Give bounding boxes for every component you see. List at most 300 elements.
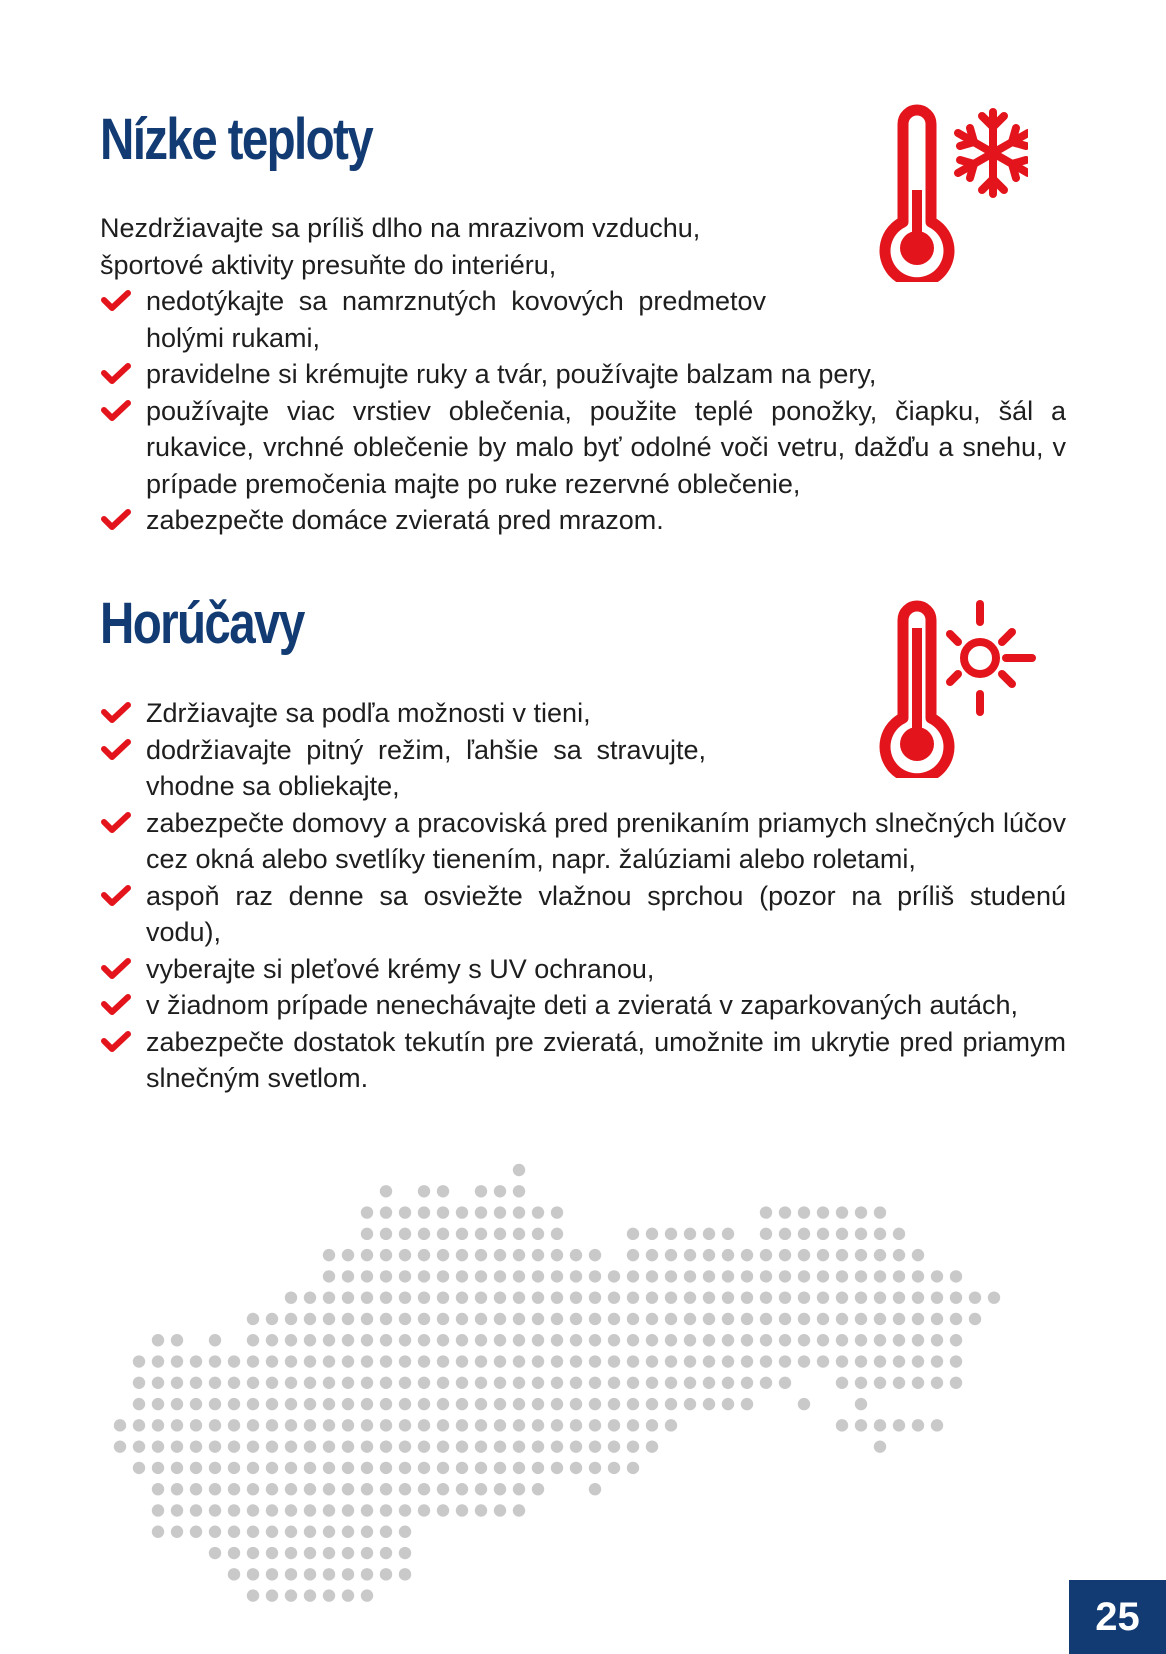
map-dot — [494, 1185, 506, 1197]
map-dot — [665, 1249, 677, 1261]
map-dot — [456, 1291, 468, 1303]
map-dot — [418, 1504, 430, 1516]
map-dot — [570, 1355, 582, 1367]
map-dot — [399, 1228, 411, 1240]
map-dot — [437, 1377, 449, 1389]
map-dot — [494, 1249, 506, 1261]
map-dot — [513, 1164, 525, 1176]
map-dot — [855, 1313, 867, 1325]
map-dot — [931, 1334, 943, 1346]
map-dot — [589, 1440, 601, 1452]
map-dot — [380, 1228, 392, 1240]
map-dot — [874, 1228, 886, 1240]
map-dot — [665, 1355, 677, 1367]
list-item-text: používajte viac vrstiev oblečenia, použite teplé ponožky, čiapku, šál a rukavice, vrchné oblečenie by malo byť odolné voči vetru, dažďu a snehu, v prípade premočenia majte po ruke rezervné oblečenie, — [146, 395, 1066, 499]
map-dot — [380, 1249, 392, 1261]
map-dot — [323, 1462, 335, 1474]
map-dot — [475, 1355, 487, 1367]
map-dot — [798, 1228, 810, 1240]
map-dot — [703, 1334, 715, 1346]
map-dot — [570, 1249, 582, 1261]
map-dot — [152, 1398, 164, 1410]
map-dot — [589, 1377, 601, 1389]
map-dot — [627, 1334, 639, 1346]
map-dot — [969, 1313, 981, 1325]
map-dot — [437, 1355, 449, 1367]
check-icon — [100, 701, 132, 725]
map-dot — [171, 1334, 183, 1346]
map-dot — [893, 1313, 905, 1325]
map-dot — [304, 1419, 316, 1431]
map-dot — [171, 1462, 183, 1474]
map-dot — [361, 1568, 373, 1580]
map-dot — [323, 1483, 335, 1495]
map-dot — [760, 1313, 772, 1325]
map-dot — [494, 1419, 506, 1431]
map-dot — [266, 1440, 278, 1452]
map-dot — [475, 1377, 487, 1389]
map-dot — [475, 1483, 487, 1495]
map-dot — [209, 1526, 221, 1538]
map-dot — [551, 1228, 563, 1240]
map-dot — [209, 1377, 221, 1389]
map-dot — [589, 1313, 601, 1325]
map-dot — [969, 1291, 981, 1303]
map-dot — [646, 1313, 658, 1325]
map-dot — [323, 1440, 335, 1452]
map-dot — [494, 1440, 506, 1452]
map-dot — [190, 1526, 202, 1538]
map-dot — [342, 1526, 354, 1538]
map-dot — [285, 1547, 297, 1559]
map-dot — [247, 1589, 259, 1601]
map-dot — [342, 1504, 354, 1516]
map-dot — [228, 1419, 240, 1431]
map-dot — [608, 1440, 620, 1452]
map-dot — [380, 1270, 392, 1282]
map-dot — [950, 1270, 962, 1282]
map-dot — [646, 1440, 658, 1452]
map-dot — [608, 1462, 620, 1474]
map-dot — [247, 1440, 259, 1452]
check-icon — [100, 957, 132, 981]
map-dot — [798, 1291, 810, 1303]
map-dot — [589, 1270, 601, 1282]
page-number: 25 — [1069, 1580, 1166, 1654]
list-item — [100, 356, 1066, 393]
map-dot — [342, 1334, 354, 1346]
map-dot — [361, 1291, 373, 1303]
map-dot — [874, 1440, 886, 1452]
map-dot — [228, 1355, 240, 1367]
map-dot — [874, 1377, 886, 1389]
map-dot — [380, 1462, 392, 1474]
map-dot — [456, 1270, 468, 1282]
map-dot — [380, 1377, 392, 1389]
map-dot — [361, 1377, 373, 1389]
map-dot — [399, 1206, 411, 1218]
map-dot — [247, 1547, 259, 1559]
map-dot — [703, 1313, 715, 1325]
map-dot — [494, 1228, 506, 1240]
map-dot — [399, 1547, 411, 1559]
map-dot — [779, 1291, 791, 1303]
map-dot — [570, 1313, 582, 1325]
map-dot — [399, 1398, 411, 1410]
map-dot — [722, 1270, 734, 1282]
map-dot — [646, 1291, 658, 1303]
map-dot — [361, 1270, 373, 1282]
section-title-cold: Nízke teploty — [100, 107, 373, 172]
map-dot — [209, 1419, 221, 1431]
map-dot — [342, 1440, 354, 1452]
map-dot — [247, 1568, 259, 1580]
map-dot — [304, 1377, 316, 1389]
map-dot — [513, 1270, 525, 1282]
map-dot — [133, 1462, 145, 1474]
map-dot — [494, 1355, 506, 1367]
map-dot — [988, 1291, 1000, 1303]
map-dot — [152, 1483, 164, 1495]
map-dot — [646, 1228, 658, 1240]
map-dot — [266, 1398, 278, 1410]
map-dot — [437, 1313, 449, 1325]
map-dot — [912, 1291, 924, 1303]
map-dot — [266, 1483, 278, 1495]
map-dot — [323, 1313, 335, 1325]
check-icon — [100, 884, 132, 908]
map-dot — [779, 1313, 791, 1325]
map-dot — [456, 1504, 468, 1516]
map-dot — [893, 1228, 905, 1240]
check-icon — [100, 362, 132, 386]
map-dot — [494, 1291, 506, 1303]
map-dot — [760, 1334, 772, 1346]
map-dot — [133, 1440, 145, 1452]
map-dot — [532, 1462, 544, 1474]
map-dot — [912, 1377, 924, 1389]
map-dot — [855, 1249, 867, 1261]
map-dot — [380, 1440, 392, 1452]
map-dot — [323, 1589, 335, 1601]
map-dot — [380, 1206, 392, 1218]
map-dot — [285, 1419, 297, 1431]
map-dot — [741, 1249, 753, 1261]
map-dot — [209, 1334, 221, 1346]
map-dot — [266, 1419, 278, 1431]
map-dot — [627, 1419, 639, 1431]
map-dot — [798, 1355, 810, 1367]
map-dot — [418, 1228, 430, 1240]
map-dot — [874, 1249, 886, 1261]
map-dot — [437, 1462, 449, 1474]
map-dot — [646, 1419, 658, 1431]
map-dot — [741, 1377, 753, 1389]
map-dot — [437, 1291, 449, 1303]
map-dot — [703, 1270, 715, 1282]
map-dot — [760, 1291, 772, 1303]
map-dot — [437, 1483, 449, 1495]
map-dot — [228, 1440, 240, 1452]
map-dot — [266, 1568, 278, 1580]
map-dot — [133, 1419, 145, 1431]
map-dot — [114, 1440, 126, 1452]
map-dot — [152, 1462, 164, 1474]
map-dot — [304, 1440, 316, 1452]
map-dot — [646, 1270, 658, 1282]
map-dot — [931, 1270, 943, 1282]
map-dot — [779, 1377, 791, 1389]
map-dot — [570, 1377, 582, 1389]
map-dot — [418, 1398, 430, 1410]
map-dot — [399, 1568, 411, 1580]
map-dot — [399, 1419, 411, 1431]
map-dot — [855, 1334, 867, 1346]
map-dot — [266, 1589, 278, 1601]
map-dot — [399, 1504, 411, 1516]
map-dot — [361, 1355, 373, 1367]
map-dot — [190, 1419, 202, 1431]
map-dot — [684, 1228, 696, 1240]
map-dot — [285, 1483, 297, 1495]
map-dot — [152, 1419, 164, 1431]
map-dot — [836, 1291, 848, 1303]
map-dot — [741, 1270, 753, 1282]
map-dot — [380, 1547, 392, 1559]
map-dot — [266, 1547, 278, 1559]
map-dot — [513, 1440, 525, 1452]
map-dot — [494, 1270, 506, 1282]
map-dot — [570, 1440, 582, 1452]
map-dot — [779, 1206, 791, 1218]
list-item — [100, 878, 1066, 951]
map-dot — [380, 1526, 392, 1538]
map-dot — [779, 1228, 791, 1240]
map-dot — [532, 1334, 544, 1346]
map-dot — [665, 1270, 677, 1282]
map-dot — [399, 1249, 411, 1261]
map-dot — [532, 1206, 544, 1218]
map-dot — [361, 1483, 373, 1495]
map-dot — [361, 1206, 373, 1218]
map-dot — [874, 1270, 886, 1282]
map-dot — [342, 1568, 354, 1580]
map-dot — [836, 1228, 848, 1240]
map-dot — [741, 1334, 753, 1346]
heat-checklist — [100, 695, 1066, 1097]
map-dot — [323, 1249, 335, 1261]
map-dot — [437, 1249, 449, 1261]
map-dot — [912, 1355, 924, 1367]
map-dot — [950, 1291, 962, 1303]
map-dot — [893, 1291, 905, 1303]
map-dot — [608, 1398, 620, 1410]
map-dot — [722, 1291, 734, 1303]
map-dot — [912, 1334, 924, 1346]
map-dot — [228, 1568, 240, 1580]
map-dot — [456, 1206, 468, 1218]
map-dot — [209, 1483, 221, 1495]
map-dot — [247, 1313, 259, 1325]
map-dot — [342, 1419, 354, 1431]
map-dot — [285, 1291, 297, 1303]
map-dot — [152, 1440, 164, 1452]
map-dot — [266, 1313, 278, 1325]
map-dot — [551, 1334, 563, 1346]
map-dot — [361, 1249, 373, 1261]
map-dot — [589, 1419, 601, 1431]
map-dot — [209, 1547, 221, 1559]
map-dot — [266, 1462, 278, 1474]
map-dot — [912, 1419, 924, 1431]
map-dot — [342, 1249, 354, 1261]
map-dot — [152, 1377, 164, 1389]
map-dot — [627, 1355, 639, 1367]
map-dot — [342, 1270, 354, 1282]
map-dot — [437, 1334, 449, 1346]
map-dot — [703, 1355, 715, 1367]
map-dot — [551, 1398, 563, 1410]
map-dot — [855, 1355, 867, 1367]
map-dot — [456, 1228, 468, 1240]
map-dot — [304, 1313, 316, 1325]
list-item — [100, 1024, 1066, 1097]
map-dot — [190, 1504, 202, 1516]
map-dot — [684, 1249, 696, 1261]
map-dot — [779, 1249, 791, 1261]
map-dot — [228, 1547, 240, 1559]
map-dot — [209, 1504, 221, 1516]
map-dot — [627, 1249, 639, 1261]
map-dot — [266, 1377, 278, 1389]
map-dot — [494, 1398, 506, 1410]
map-dot — [380, 1334, 392, 1346]
list-item-text: pravidelne si krémujte ruky a tvár, používajte balzam na pery, — [146, 359, 877, 389]
map-dot — [209, 1462, 221, 1474]
map-dot — [532, 1249, 544, 1261]
map-dot — [304, 1547, 316, 1559]
map-dot — [608, 1355, 620, 1367]
map-dot — [646, 1334, 658, 1346]
map-dot — [209, 1398, 221, 1410]
map-dot — [437, 1440, 449, 1452]
map-dot — [912, 1249, 924, 1261]
map-dot — [741, 1355, 753, 1367]
map-dot — [703, 1377, 715, 1389]
map-dot — [361, 1504, 373, 1516]
map-dot — [171, 1504, 183, 1516]
map-dot — [475, 1440, 487, 1452]
map-dot — [703, 1398, 715, 1410]
map-dot — [893, 1377, 905, 1389]
map-dot — [247, 1355, 259, 1367]
map-dot — [608, 1291, 620, 1303]
list-item-text: zabezpečte domovy a pracoviská pred prenikaním priamych slnečných lúčov cez okná alebo svetlíky tienením, napr. žalúziami alebo roletami, — [146, 807, 1066, 874]
map-dot — [285, 1568, 297, 1580]
map-dot — [323, 1377, 335, 1389]
map-dot — [323, 1568, 335, 1580]
list-item — [100, 951, 1066, 988]
map-dot — [532, 1440, 544, 1452]
map-dot — [817, 1313, 829, 1325]
map-dot — [456, 1398, 468, 1410]
map-dot — [608, 1313, 620, 1325]
map-dot — [418, 1249, 430, 1261]
map-dot — [380, 1291, 392, 1303]
map-dot — [361, 1228, 373, 1240]
map-dot — [551, 1249, 563, 1261]
map-dot — [551, 1313, 563, 1325]
map-dot — [817, 1249, 829, 1261]
map-dot — [285, 1589, 297, 1601]
check-icon — [100, 289, 132, 313]
map-dot — [133, 1398, 145, 1410]
check-icon — [100, 399, 132, 423]
map-dot — [247, 1419, 259, 1431]
map-dot — [703, 1228, 715, 1240]
map-dot — [532, 1419, 544, 1431]
map-dot — [741, 1291, 753, 1303]
map-dot — [494, 1504, 506, 1516]
map-dot — [380, 1483, 392, 1495]
map-dot — [323, 1547, 335, 1559]
map-dot — [342, 1462, 354, 1474]
map-dot — [304, 1504, 316, 1516]
list-item — [100, 695, 1066, 732]
map-dot — [570, 1419, 582, 1431]
map-dot — [418, 1462, 430, 1474]
map-dot — [931, 1419, 943, 1431]
map-dot — [589, 1291, 601, 1303]
map-dot — [171, 1526, 183, 1538]
check-icon — [100, 993, 132, 1017]
map-dot — [608, 1419, 620, 1431]
map-dot — [418, 1334, 430, 1346]
map-dot — [323, 1398, 335, 1410]
map-dot — [722, 1334, 734, 1346]
list-item-text: v žiadnom prípade nenechávajte deti a zvieratá v zaparkovaných autách, — [146, 990, 1019, 1020]
map-dot — [551, 1462, 563, 1474]
list-item-text: zabezpečte domáce zvieratá pred mrazom. — [146, 505, 664, 535]
map-dot — [513, 1483, 525, 1495]
map-dot — [190, 1377, 202, 1389]
map-dot — [304, 1462, 316, 1474]
map-dot — [589, 1249, 601, 1261]
map-dot — [665, 1398, 677, 1410]
map-dot — [494, 1313, 506, 1325]
map-dot — [266, 1526, 278, 1538]
map-dot — [361, 1334, 373, 1346]
map-dot — [532, 1313, 544, 1325]
map-dot — [323, 1355, 335, 1367]
list-item — [100, 987, 1066, 1024]
map-dot — [703, 1291, 715, 1303]
map-dot — [190, 1398, 202, 1410]
map-dot — [931, 1291, 943, 1303]
map-dot — [456, 1313, 468, 1325]
map-dot — [551, 1206, 563, 1218]
map-dot — [532, 1291, 544, 1303]
map-dot — [228, 1504, 240, 1516]
map-dot — [342, 1377, 354, 1389]
map-dot — [912, 1313, 924, 1325]
map-dot — [114, 1419, 126, 1431]
map-dot — [760, 1206, 772, 1218]
map-dot — [304, 1334, 316, 1346]
map-dot — [171, 1377, 183, 1389]
map-dot — [475, 1249, 487, 1261]
list-item — [100, 805, 1066, 878]
